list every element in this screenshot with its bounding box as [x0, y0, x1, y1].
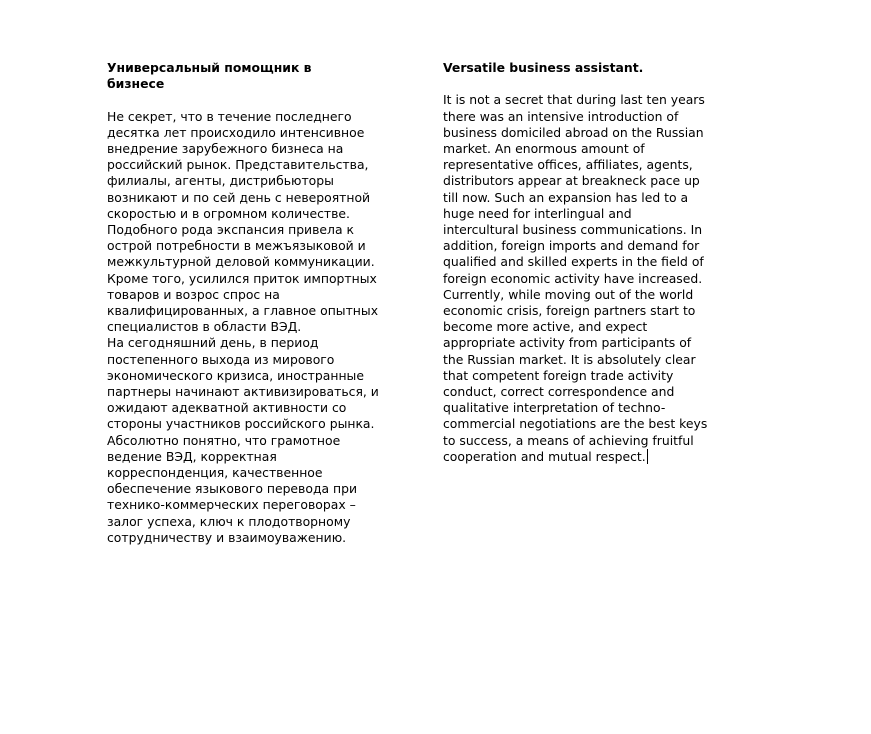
text-line: commercial negotiations are the best keys: [443, 416, 708, 432]
text-line: business domiciled abroad on the Russian: [443, 124, 704, 140]
english-title: [443, 60, 743, 76]
text-line: intercultural business communications. In: [443, 222, 703, 238]
text-line: representative offices, affiliates, agents,: [443, 157, 693, 173]
text-line: технико-коммерческих переговорах –: [107, 497, 356, 513]
text-line: cooperation and mutual respect.: [443, 448, 646, 464]
title-line: Универсальный помощник в: [107, 60, 312, 75]
text-line: экономического кризиса, иностранные: [107, 367, 364, 383]
english-column: [443, 60, 743, 465]
text-line: постепенного выхода из мирового: [107, 351, 335, 367]
text-line: На сегодняшний день, в период: [107, 335, 319, 351]
text-line: Абсолютно понятно, что грамотное: [107, 432, 341, 448]
text-line: Кроме того, усилился приток импортных: [107, 270, 377, 286]
text-line: to success, a means of achieving fruitful: [443, 432, 694, 448]
text-cursor: [647, 449, 648, 464]
paragraph-spacer: [107, 92, 407, 108]
text-line: Не секрет, что в течение последнего: [107, 108, 352, 124]
text-line: addition, foreign imports and demand for: [443, 238, 700, 254]
title-line: бизнесе: [107, 76, 165, 92]
text-line: distributors appear at breakneck pace up: [443, 173, 700, 189]
last-text-line: [443, 449, 743, 465]
text-line: острой потребности в межъязыковой и: [107, 238, 366, 254]
text-line: qualified and skilled experts in the field of: [443, 254, 704, 270]
russian-paragraph-2: [107, 335, 407, 546]
text-line: conduct, correct correspondence and: [443, 384, 675, 400]
text-line: market. An enormous amount of: [443, 141, 645, 156]
text-line: Currently, while moving out of the world: [443, 286, 694, 302]
text-line: It is not a secret that during last ten years: [443, 92, 705, 108]
title-line: Versatile business assistant.: [443, 60, 644, 75]
russian-column: [107, 60, 407, 546]
text-line: the Russian market. It is absolutely clear: [443, 351, 696, 367]
text-line: that competent foreign trade activity: [443, 367, 674, 383]
paragraph-spacer: [443, 76, 743, 92]
text-line: стороны участников российского рынка.: [107, 416, 375, 432]
text-line: корреспонденция, качественное: [107, 465, 323, 481]
text-line: appropriate activity from participants of: [443, 335, 692, 351]
text-line: товаров и возрос спрос на: [107, 286, 280, 302]
text-line: huge need for interlingual and: [443, 205, 632, 221]
russian-title: [107, 60, 407, 92]
text-line: российский рынок. Представительства,: [107, 157, 369, 173]
text-line: специалистов в области ВЭД.: [107, 319, 302, 335]
text-line: скоростью и в огромном количестве.: [107, 205, 350, 221]
text-line: залог успеха, ключ к плодотворному: [107, 513, 351, 529]
text-line: десятка лет происходило интенсивное: [107, 124, 365, 140]
text-line: ведение ВЭД, корректная: [107, 448, 277, 464]
text-line: till now. Such an expansion has led to a: [443, 189, 689, 205]
text-line: межкультурной деловой коммуникации.: [107, 254, 375, 270]
text-line: филиалы, агенты, дистрибьюторы: [107, 173, 334, 189]
text-line: qualitative interpretation of techno-: [443, 400, 666, 416]
text-line: economic crisis, foreign partners start to: [443, 303, 696, 319]
text-line: партнеры начинают активизироваться, и: [107, 384, 379, 400]
russian-paragraph-1: [107, 109, 407, 336]
text-line: сотрудничеству и взаимоуважению.: [107, 529, 347, 545]
text-line: become more active, and expect: [443, 319, 648, 335]
text-line: there was an intensive introduction of: [443, 108, 679, 124]
english-paragraph-1[interactable]: [443, 92, 743, 465]
text-line: обеспечение языкового перевода при: [107, 481, 358, 497]
text-line: foreign economic activity have increased.: [443, 270, 703, 286]
text-line: квалифицированных, а главное опытных: [107, 303, 379, 319]
text-line: Подобного рода экспансия привела к: [107, 222, 354, 238]
text-line: ожидают адекватной активности со: [107, 400, 347, 416]
text-line: возникают и по сей день с невероятной: [107, 189, 371, 205]
text-line: внедрение зарубежного бизнеса на: [107, 141, 344, 156]
